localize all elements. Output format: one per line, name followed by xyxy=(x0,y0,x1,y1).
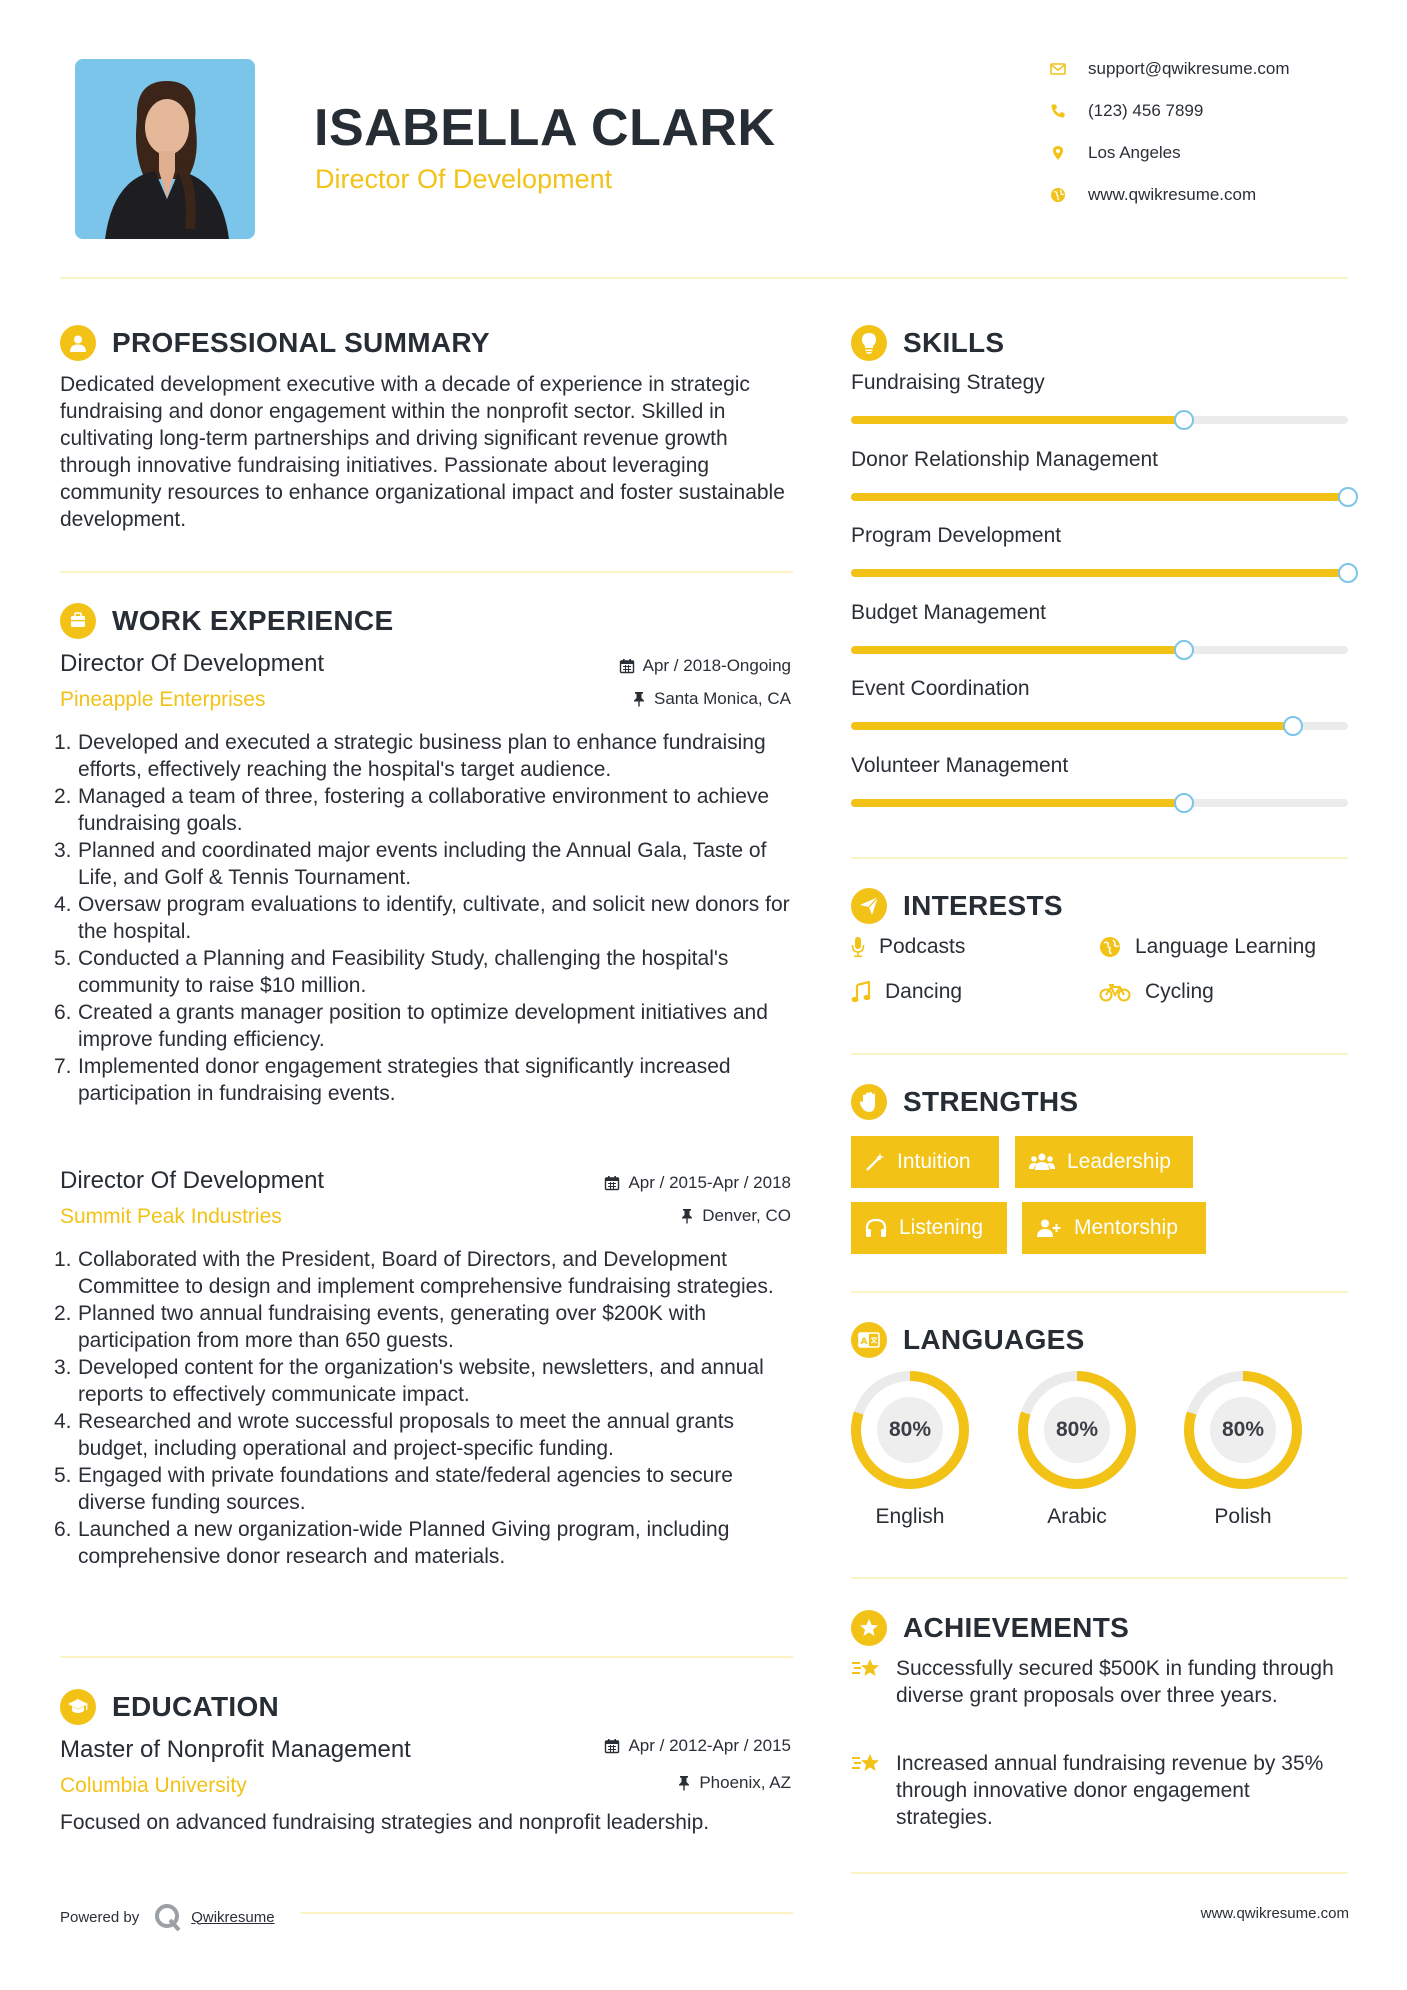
list-item: 1. Developed and executed a strategic business plan to enhance fundraising efforts, effectively reaching the hospital's target audience. xyxy=(54,731,766,781)
footer-url[interactable]: www.qwikresume.com xyxy=(1200,1905,1349,1922)
list-item: 2. Planned two annual fundraising events, generating over $200K with participation from more than 650 guests. xyxy=(54,1302,707,1352)
interests-header xyxy=(851,888,1063,924)
summary-title: PROFESSIONAL SUMMARY xyxy=(112,327,490,358)
star-trophy-icon xyxy=(850,1657,884,1681)
language-name: Polish xyxy=(1214,1505,1272,1528)
job-location xyxy=(680,1206,791,1226)
map-marker-icon xyxy=(1050,145,1066,161)
powered-by xyxy=(60,1902,275,1932)
lightbulb-icon xyxy=(851,325,887,361)
pushpin-icon xyxy=(677,1775,691,1791)
powered-by-text: Powered by xyxy=(60,1908,140,1926)
list-item: 5. Conducted a Planning and Feasibility Study, challenging the hospital's community to raise $10 million. xyxy=(54,947,729,997)
languages-header xyxy=(851,1322,1085,1358)
skill-level-handle xyxy=(1174,640,1194,660)
interest-label: Cycling xyxy=(1145,980,1214,1003)
skill-level-handle xyxy=(1283,716,1303,736)
magic-wand-icon xyxy=(865,1152,885,1172)
header-divider xyxy=(60,277,1348,279)
work-header xyxy=(60,603,393,639)
list-item: 1. Collaborated with the President, Board of Directors, and Development Committee to design and implement comprehensive fundraising strategies. xyxy=(54,1248,774,1298)
language-percent: 80% xyxy=(1055,1418,1099,1441)
interest-item xyxy=(851,935,965,959)
job-location xyxy=(632,689,791,709)
contact-website-text: www.qwikresume.com xyxy=(1088,185,1257,204)
skill-level-handle xyxy=(1174,793,1194,813)
achievement-text: Increased annual fundraising revenue by 35% through innovative donor engagement strategies. xyxy=(896,1752,1324,1829)
list-item: 3. Developed content for the organization's website, newsletters, and annual reports to effectively communicate impact. xyxy=(54,1356,764,1406)
interests-divider xyxy=(851,1053,1348,1055)
qwikresume-logo-icon xyxy=(153,1902,183,1932)
contact-email-text: support@qwikresume.com xyxy=(1088,59,1290,78)
svg-text:A: A xyxy=(860,1337,868,1347)
candidate-title: Director Of Development xyxy=(315,164,613,194)
language-percent: 80% xyxy=(1221,1418,1265,1441)
language-card-icon xyxy=(851,1322,887,1358)
music-note-icon xyxy=(851,981,871,1003)
achievements-divider xyxy=(851,1872,1348,1874)
list-item: 4. Researched and wrote successful proposals to meet the annual grants budget, including operational and project-specific funding. xyxy=(54,1410,735,1460)
list-item: 3. Planned and coordinated major events including the Annual Gala, Taste of Life, and Golf & Tennis Tournament. xyxy=(54,839,767,889)
achievement-item xyxy=(850,1750,1350,1831)
skill-bar-fill xyxy=(851,799,1184,807)
strength-label: Mentorship xyxy=(1074,1216,1178,1239)
work-title: WORK EXPERIENCE xyxy=(112,605,394,636)
profile-photo xyxy=(75,59,255,239)
strengths-title: STRENGTHS xyxy=(903,1086,1079,1117)
skills-divider xyxy=(851,857,1348,859)
job-title: Director Of Development xyxy=(60,1167,325,1194)
interest-item xyxy=(1099,980,1214,1004)
job-location-text: Santa Monica, CA xyxy=(653,689,791,708)
skill-bar xyxy=(851,646,1348,654)
list-item: 2. Managed a team of three, fostering a collaborative environment to achieve fundraising goals. xyxy=(54,785,770,835)
job-dates-text: Apr / 2018-Ongoing xyxy=(642,656,791,675)
skill-bar-fill xyxy=(851,569,1348,577)
strength-label: Intuition xyxy=(897,1150,971,1173)
job-dates-text: Apr / 2015-Apr / 2018 xyxy=(628,1173,791,1192)
school-name: Columbia University xyxy=(60,1774,247,1797)
education-dates xyxy=(604,1736,791,1756)
interest-item xyxy=(851,980,962,1004)
education-divider xyxy=(300,1912,793,1914)
candidate-name: ISABELLA CLARK xyxy=(314,99,776,157)
work-divider xyxy=(60,1656,793,1658)
languages-divider xyxy=(851,1577,1348,1579)
globe-icon xyxy=(1099,936,1121,958)
skill-bar xyxy=(851,493,1348,501)
skill-label: Budget Management xyxy=(851,601,1046,624)
headphones-icon xyxy=(865,1218,887,1238)
language-name: English xyxy=(875,1505,945,1528)
graduation-cap-icon xyxy=(60,1689,96,1725)
list-item: 4. Oversaw program evaluations to identify, cultivate, and solicit new donors for the hospital. xyxy=(54,893,790,943)
user-icon xyxy=(60,325,96,361)
skill-label: Program Development xyxy=(851,524,1062,547)
interest-item xyxy=(1099,935,1316,959)
pushpin-icon xyxy=(632,691,646,707)
strength-label: Leadership xyxy=(1067,1150,1171,1173)
skill-bar xyxy=(851,722,1348,730)
language-ring xyxy=(1181,1368,1305,1492)
skill-bar-fill xyxy=(851,646,1184,654)
strength-chip xyxy=(1015,1136,1193,1188)
strength-chip xyxy=(1022,1202,1206,1254)
summary-text: Dedicated development executive with a decade of experience in strategic fundraising and donor engagement within the nonprofit sector. Skilled in cultivating long-term partnerships and driving significant revenue growth through innovative fundraising initiatives. Passionate about leveraging community resources to enhance organizational impact and foster sustainable development. xyxy=(60,373,785,531)
achievements-title: ACHIEVEMENTS xyxy=(903,1612,1130,1643)
skill-label: Volunteer Management xyxy=(851,754,1069,777)
star-badge-icon xyxy=(851,1610,887,1646)
pushpin-icon xyxy=(680,1208,694,1224)
skill-bar xyxy=(851,799,1348,807)
achievement-item xyxy=(850,1655,1350,1709)
contact-website[interactable] xyxy=(1050,180,1256,210)
achievements-header xyxy=(851,1610,1129,1646)
list-item: 5. Engaged with private foundations and state/federal agencies to secure diverse funding sources. xyxy=(54,1464,733,1514)
interest-label: Podcasts xyxy=(879,935,966,958)
skill-bar-fill xyxy=(851,722,1293,730)
job-company: Summit Peak Industries xyxy=(60,1205,282,1228)
strength-label: Listening xyxy=(899,1216,984,1239)
language-ring xyxy=(1015,1368,1139,1492)
interest-label: Language Learning xyxy=(1135,935,1317,958)
contact-phone-text: (123) 456 7899 xyxy=(1088,101,1204,120)
list-item: 7. Implemented donor engagement strategies that significantly increased participation in fundraising events. xyxy=(54,1055,731,1105)
education-dates-text: Apr / 2012-Apr / 2015 xyxy=(628,1736,791,1755)
education-header xyxy=(60,1689,279,1725)
job-company: Pineapple Enterprises xyxy=(60,688,266,711)
job-bullets xyxy=(54,729,795,1107)
briefcase-icon xyxy=(60,603,96,639)
strengths-header xyxy=(851,1084,1078,1120)
skill-bar-fill xyxy=(851,493,1348,501)
summary-header xyxy=(60,325,490,361)
education-description: Focused on advanced fundraising strategies and nonprofit leadership. xyxy=(60,1811,710,1834)
interest-label: Dancing xyxy=(885,980,963,1003)
skill-bar xyxy=(851,416,1348,424)
strength-chip xyxy=(851,1136,999,1188)
skills-title: SKILLS xyxy=(903,327,1005,358)
contact-location xyxy=(1050,138,1181,168)
skill-label: Event Coordination xyxy=(851,677,1030,700)
education-title: EDUCATION xyxy=(112,1691,280,1722)
bicycle-icon xyxy=(1099,982,1131,1002)
languages-title: LANGUAGES xyxy=(903,1324,1085,1355)
job-bullets xyxy=(54,1246,795,1570)
paper-plane-icon xyxy=(851,888,887,924)
interests-title: INTERESTS xyxy=(903,890,1063,921)
skill-bar xyxy=(851,569,1348,577)
summary-divider xyxy=(60,571,793,573)
envelope-icon xyxy=(1050,61,1066,77)
contact-location-text: Los Angeles xyxy=(1088,143,1181,162)
phone-icon xyxy=(1050,103,1066,119)
strength-chip xyxy=(851,1202,1007,1254)
skill-label: Fundraising Strategy xyxy=(851,371,1045,394)
education-location-text: Phoenix, AZ xyxy=(699,1773,791,1792)
calendar-icon xyxy=(604,1175,620,1191)
contact-phone[interactable] xyxy=(1050,96,1203,126)
globe-icon xyxy=(1050,187,1066,203)
user-plus-icon xyxy=(1036,1218,1062,1238)
strengths-divider xyxy=(851,1291,1348,1293)
users-icon xyxy=(1029,1152,1055,1172)
skill-label: Donor Relationship Management xyxy=(851,448,1159,471)
achievement-text: Successfully secured $500K in funding through diverse grant proposals over three years. xyxy=(896,1657,1334,1707)
star-trophy-icon xyxy=(850,1752,884,1776)
job-title: Director Of Development xyxy=(60,650,325,677)
skills-header xyxy=(851,325,1004,361)
list-item: 6. Created a grants manager position to optimize development initiatives and improve funding efficiency. xyxy=(54,1001,768,1051)
qwikresume-link[interactable]: Qwikresume xyxy=(191,1908,275,1926)
language-ring xyxy=(848,1368,972,1492)
calendar-icon xyxy=(604,1738,620,1754)
calendar-icon xyxy=(619,658,635,674)
education-location xyxy=(677,1773,791,1793)
skill-level-handle xyxy=(1174,410,1194,430)
skill-bar-fill xyxy=(851,416,1184,424)
language-percent: 80% xyxy=(888,1418,932,1441)
list-item: 6. Launched a new organization-wide Planned Giving program, including comprehensive donor research and materials. xyxy=(54,1518,730,1568)
microphone-icon xyxy=(851,936,865,958)
contact-email[interactable] xyxy=(1050,54,1290,84)
skill-level-handle xyxy=(1338,563,1358,583)
degree-title: Master of Nonprofit Management xyxy=(60,1736,411,1763)
job-dates xyxy=(604,1173,791,1193)
job-location-text: Denver, CO xyxy=(702,1206,791,1225)
job-dates xyxy=(619,656,791,676)
hand-icon xyxy=(851,1084,887,1120)
language-name: Arabic xyxy=(1047,1505,1107,1528)
skill-level-handle xyxy=(1338,487,1358,507)
